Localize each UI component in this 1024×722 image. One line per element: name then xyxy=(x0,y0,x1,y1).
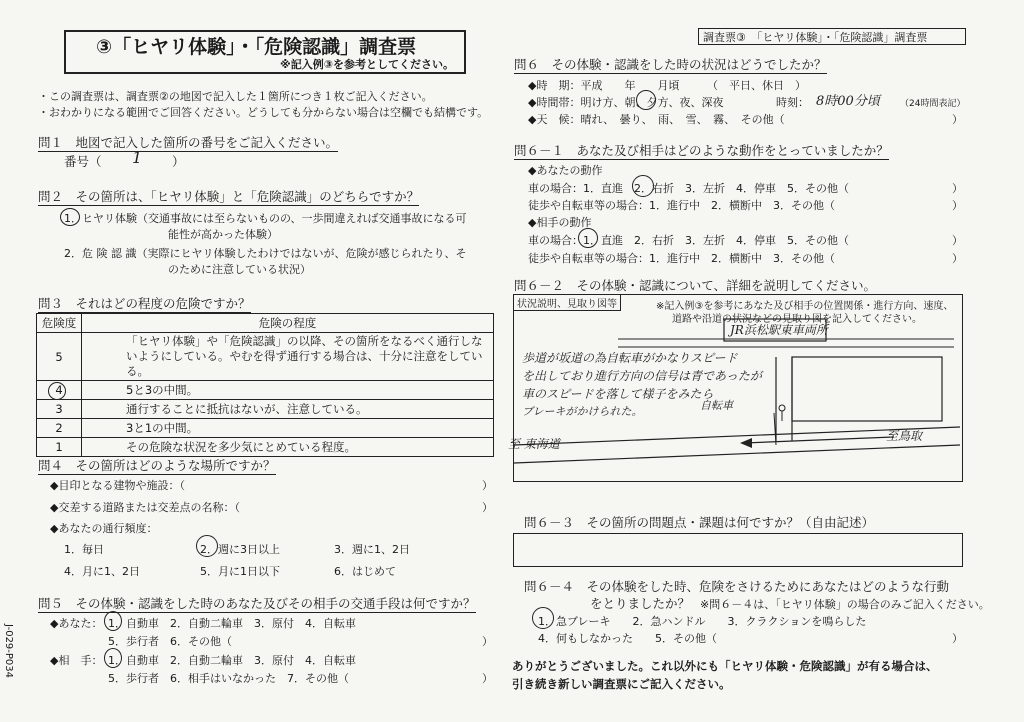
freq-option[interactable]: 1．毎日 xyxy=(64,543,104,556)
page-title: ③「ヒヤリ体験」・「危険認識」調査票 xyxy=(96,36,417,58)
q6-1-you-walk: 徒歩や自転車等の場合：1．進行中 2．横断中 3．その他（ xyxy=(528,199,835,212)
intro-line-2: ・おわかりになる範囲でご回答ください。どうしても分からない場合は空欄でも結構です。 xyxy=(38,106,489,119)
sketch-left-destination: 至 東海道 xyxy=(508,437,560,451)
sketch-note-2: 道路や沿道の状況などの見取り図を記入してください。 xyxy=(672,314,922,325)
q2-option-2: 2．危 険 認 識（実際にヒヤリ体験したわけではないが、危険が感じられたり、そ xyxy=(64,247,467,260)
level-cell: 2 xyxy=(37,419,82,438)
q5-you-close: ） xyxy=(482,635,493,648)
table-header-row xyxy=(37,314,494,333)
footer-line-2: 引き続き新しい調査票にご記入ください。 xyxy=(512,677,731,691)
header-level: 危険度 xyxy=(37,314,82,333)
q5-you-row-1: 1．自動車 2．自動二輪車 3．原付 4．自転車 xyxy=(108,617,356,630)
sketch-text-line: を出しており進行方向の信号は青であったが xyxy=(522,369,762,383)
q6-title: 問６ その体験・認識をした時の状況はどうでしたか？ xyxy=(514,57,827,72)
q4-frequency-label: ◆あなたの通行頻度： xyxy=(50,522,158,535)
q6-1-you-car: 車の場合：1．直進 2．右折 3．左折 4．停車 5．その他（ xyxy=(528,182,849,195)
q6-1-you-walk-close: ） xyxy=(952,199,963,212)
q6-1-you-head: ◆あなたの動作 xyxy=(528,164,603,177)
q2-title: 問２ その箇所は、「ヒヤリ体験」と「危険認識」のどちらですか？ xyxy=(38,189,420,204)
freq-option[interactable]: 6．はじめて xyxy=(334,565,396,578)
q6-1-other-car-close: ） xyxy=(952,234,963,247)
q4-answer-circle[interactable] xyxy=(196,535,218,557)
danger-level-table xyxy=(36,313,494,457)
desc-cell: 3と1の中間。 xyxy=(82,419,494,438)
q5-you-label: ◆あなた： xyxy=(50,617,103,630)
q6-4-answer-circle[interactable] xyxy=(532,607,554,629)
form-id: 調査票③ 「ヒヤリ体験」・「危険認識」調査票 xyxy=(703,31,928,44)
q1-title: 問１ 地図で記入した箇所の番号をご記入ください。 xyxy=(38,135,339,150)
desc-cell: 「ヒヤリ体験」や「危険認識」の以降、その箇所をなるべく通行しないようにしている。やむを得ず通行する場合は、十分に注意をしている。 xyxy=(82,333,494,381)
q6-time-zone-circle[interactable] xyxy=(636,90,656,110)
q5-other-label: ◆相 手： xyxy=(50,654,103,667)
q5-you-row-2: 5．歩行者 6．その他（ xyxy=(108,635,232,648)
sketch-text-line: 車のスピードを落して様子をみたら xyxy=(522,387,714,401)
desc-cell: 通行することに抵抗はないが、注意している。 xyxy=(82,400,494,419)
q2-option-2b: のために注意している状況） xyxy=(168,263,311,276)
q6-time-period: ◆時 期：平成 年 月頃 （ 平日、休日 ） xyxy=(528,79,806,92)
q6-1-other-answer-circle[interactable] xyxy=(578,228,598,248)
q6-4-close: ） xyxy=(952,632,963,645)
q6-1-other-walk: 徒歩や自転車等の場合：1．進行中 2．横断中 3．その他（ xyxy=(528,252,835,265)
q6-1-you-car-close: ） xyxy=(952,182,963,195)
freq-option[interactable]: 2．週に3日以上 xyxy=(200,543,280,556)
q5-other-answer-circle[interactable] xyxy=(104,648,122,668)
q6-4-row-2: 4．何もしなかった 5．その他（ xyxy=(538,632,717,645)
q2-option-1: 1．ヒヤリ体験（交通事故には至らないものの、一歩間違えれば交通事故になる可 xyxy=(64,212,467,225)
level-cell: 4 xyxy=(37,381,82,400)
sketch-box-label: 状況説明、見取り図等 xyxy=(514,295,621,311)
q5-other-row-2: 5．歩行者 6．相手はいなかった 7．その他（ xyxy=(108,672,349,685)
desc-cell: その危険な状況を多少気にとめている程度。 xyxy=(82,438,494,457)
q6-4-title-2: をとりましたか？ xyxy=(590,596,691,611)
q3-answer-circle[interactable] xyxy=(48,382,66,400)
q6-4-title: 問６－４ その体験をした時、危険をさけるためにあなたはどのような行動 xyxy=(524,579,950,594)
side-code: J-029-P034 xyxy=(3,624,14,679)
q4-title: 問４ その箇所はどのような場所ですか？ xyxy=(38,458,276,473)
q5-you-answer-circle[interactable] xyxy=(104,611,122,631)
table-row[interactable] xyxy=(37,438,494,457)
table-row[interactable] xyxy=(37,419,494,438)
header-desc: 危険の程度 xyxy=(82,314,494,333)
q6-1-other-walk-close: ） xyxy=(952,252,963,265)
q6-time-zone: ◆時間帯：明け方、朝、夕方、夜、深夜 xyxy=(528,96,724,109)
q5-other-row-1: 1．自動車 2．自動二輪車 3．原付 4．自転車 xyxy=(108,654,356,667)
q6-1-you-answer-circle[interactable] xyxy=(632,175,654,197)
q6-1-title: 問６－１ あなた及び相手はどのような動作をとっていましたか？ xyxy=(514,143,889,158)
q6-1-other-head: ◆相手の動作 xyxy=(528,216,592,229)
q6-time-label: 時刻： xyxy=(776,96,809,109)
q4-road-close: ） xyxy=(482,501,493,514)
q3-title: 問３ それはどの程度の危険ですか？ xyxy=(38,296,251,311)
footer-line-1: ありがとうございました。これ以外にも「ヒヤリ体験・危険認識」が有る場合は、 xyxy=(512,659,938,673)
q2-option-1b: 能性が高かった体験） xyxy=(168,228,278,241)
q1-close: ） xyxy=(172,154,185,169)
freq-option[interactable]: 3．週に1、2日 xyxy=(334,543,410,556)
q6-time-value[interactable]: 8時00分頃 xyxy=(816,94,880,109)
sketch-text-line: ブレーキがかけられた。 xyxy=(522,405,643,418)
freq-option[interactable]: 5．月に1日以下 xyxy=(200,565,280,578)
q6-weather-close: ） xyxy=(952,113,963,126)
q6-4-note: ※問６－４は、「ヒヤリ体験」の場合のみご記入ください。 xyxy=(700,598,990,611)
q6-1-other-car: 車の場合：1．直進 2．右折 3．左折 4．停車 5．その他（ xyxy=(528,234,849,247)
freq-option[interactable]: 4．月に1、2日 xyxy=(64,565,140,578)
level-cell: 1 xyxy=(37,438,82,457)
q6-3-answer-box[interactable] xyxy=(513,533,963,567)
sketch-text-line: 歩道が坂道の為自転車がかなりスピード xyxy=(522,351,738,365)
q1-answer[interactable]: 1 xyxy=(132,148,143,167)
sketch-bike-label: 自転車 xyxy=(700,399,733,412)
sketch-station-label: JR浜松駅東車両所 xyxy=(730,323,828,337)
table-row[interactable] xyxy=(37,400,494,419)
table-row[interactable] xyxy=(37,381,494,400)
q4-landmark-close: ） xyxy=(482,479,493,492)
q5-other-close: ） xyxy=(482,672,493,685)
sketch-box[interactable] xyxy=(508,294,963,482)
q6-3-title: 問６－３ その箇所の問題点・課題は何ですか？（自由記述） xyxy=(524,515,875,530)
q1-label: 番号（ xyxy=(64,154,102,169)
table-row[interactable] xyxy=(37,333,494,381)
page-subtitle: ※記入例③を参考としてください。 xyxy=(280,58,455,71)
intro-line-1: ・この調査票は、調査票②の地図で記入した１箇所につき１枚ご記入ください。 xyxy=(38,90,433,103)
q6-weather: ◆天 候：晴れ、 曇り、 雨、 雪、 霧、 その他（ xyxy=(528,113,785,126)
q6-2-title: 問６－２ その体験・認識について、詳細を説明してください。 xyxy=(514,278,877,293)
sketch-right-destination: 至鳥取 xyxy=(886,429,923,443)
level-cell: 3 xyxy=(37,400,82,419)
title-box xyxy=(64,30,466,74)
form-id-box xyxy=(698,28,966,45)
q6-4-row-1: 1．急ブレーキ 2．急ハンドル 3．クラクションを鳴らした xyxy=(538,615,867,628)
q4-road-label: ◆交差する道路または交差点の名称：（ xyxy=(50,501,240,514)
level-cell: 5 xyxy=(37,333,82,381)
q5-title: 問５ その体験・認識をした時のあなた及びその相手の交通手段は何ですか？ xyxy=(38,596,476,611)
q6-time-note: （24時間表記） xyxy=(900,99,966,109)
desc-cell: 5と3の中間。 xyxy=(82,381,494,400)
sketch-note-1: ※記入例③を参考にあなた及び相手の位置関係・進行方向、速度、 xyxy=(656,301,954,312)
q4-landmark-label: ◆目印となる建物や施設：（ xyxy=(50,479,185,492)
